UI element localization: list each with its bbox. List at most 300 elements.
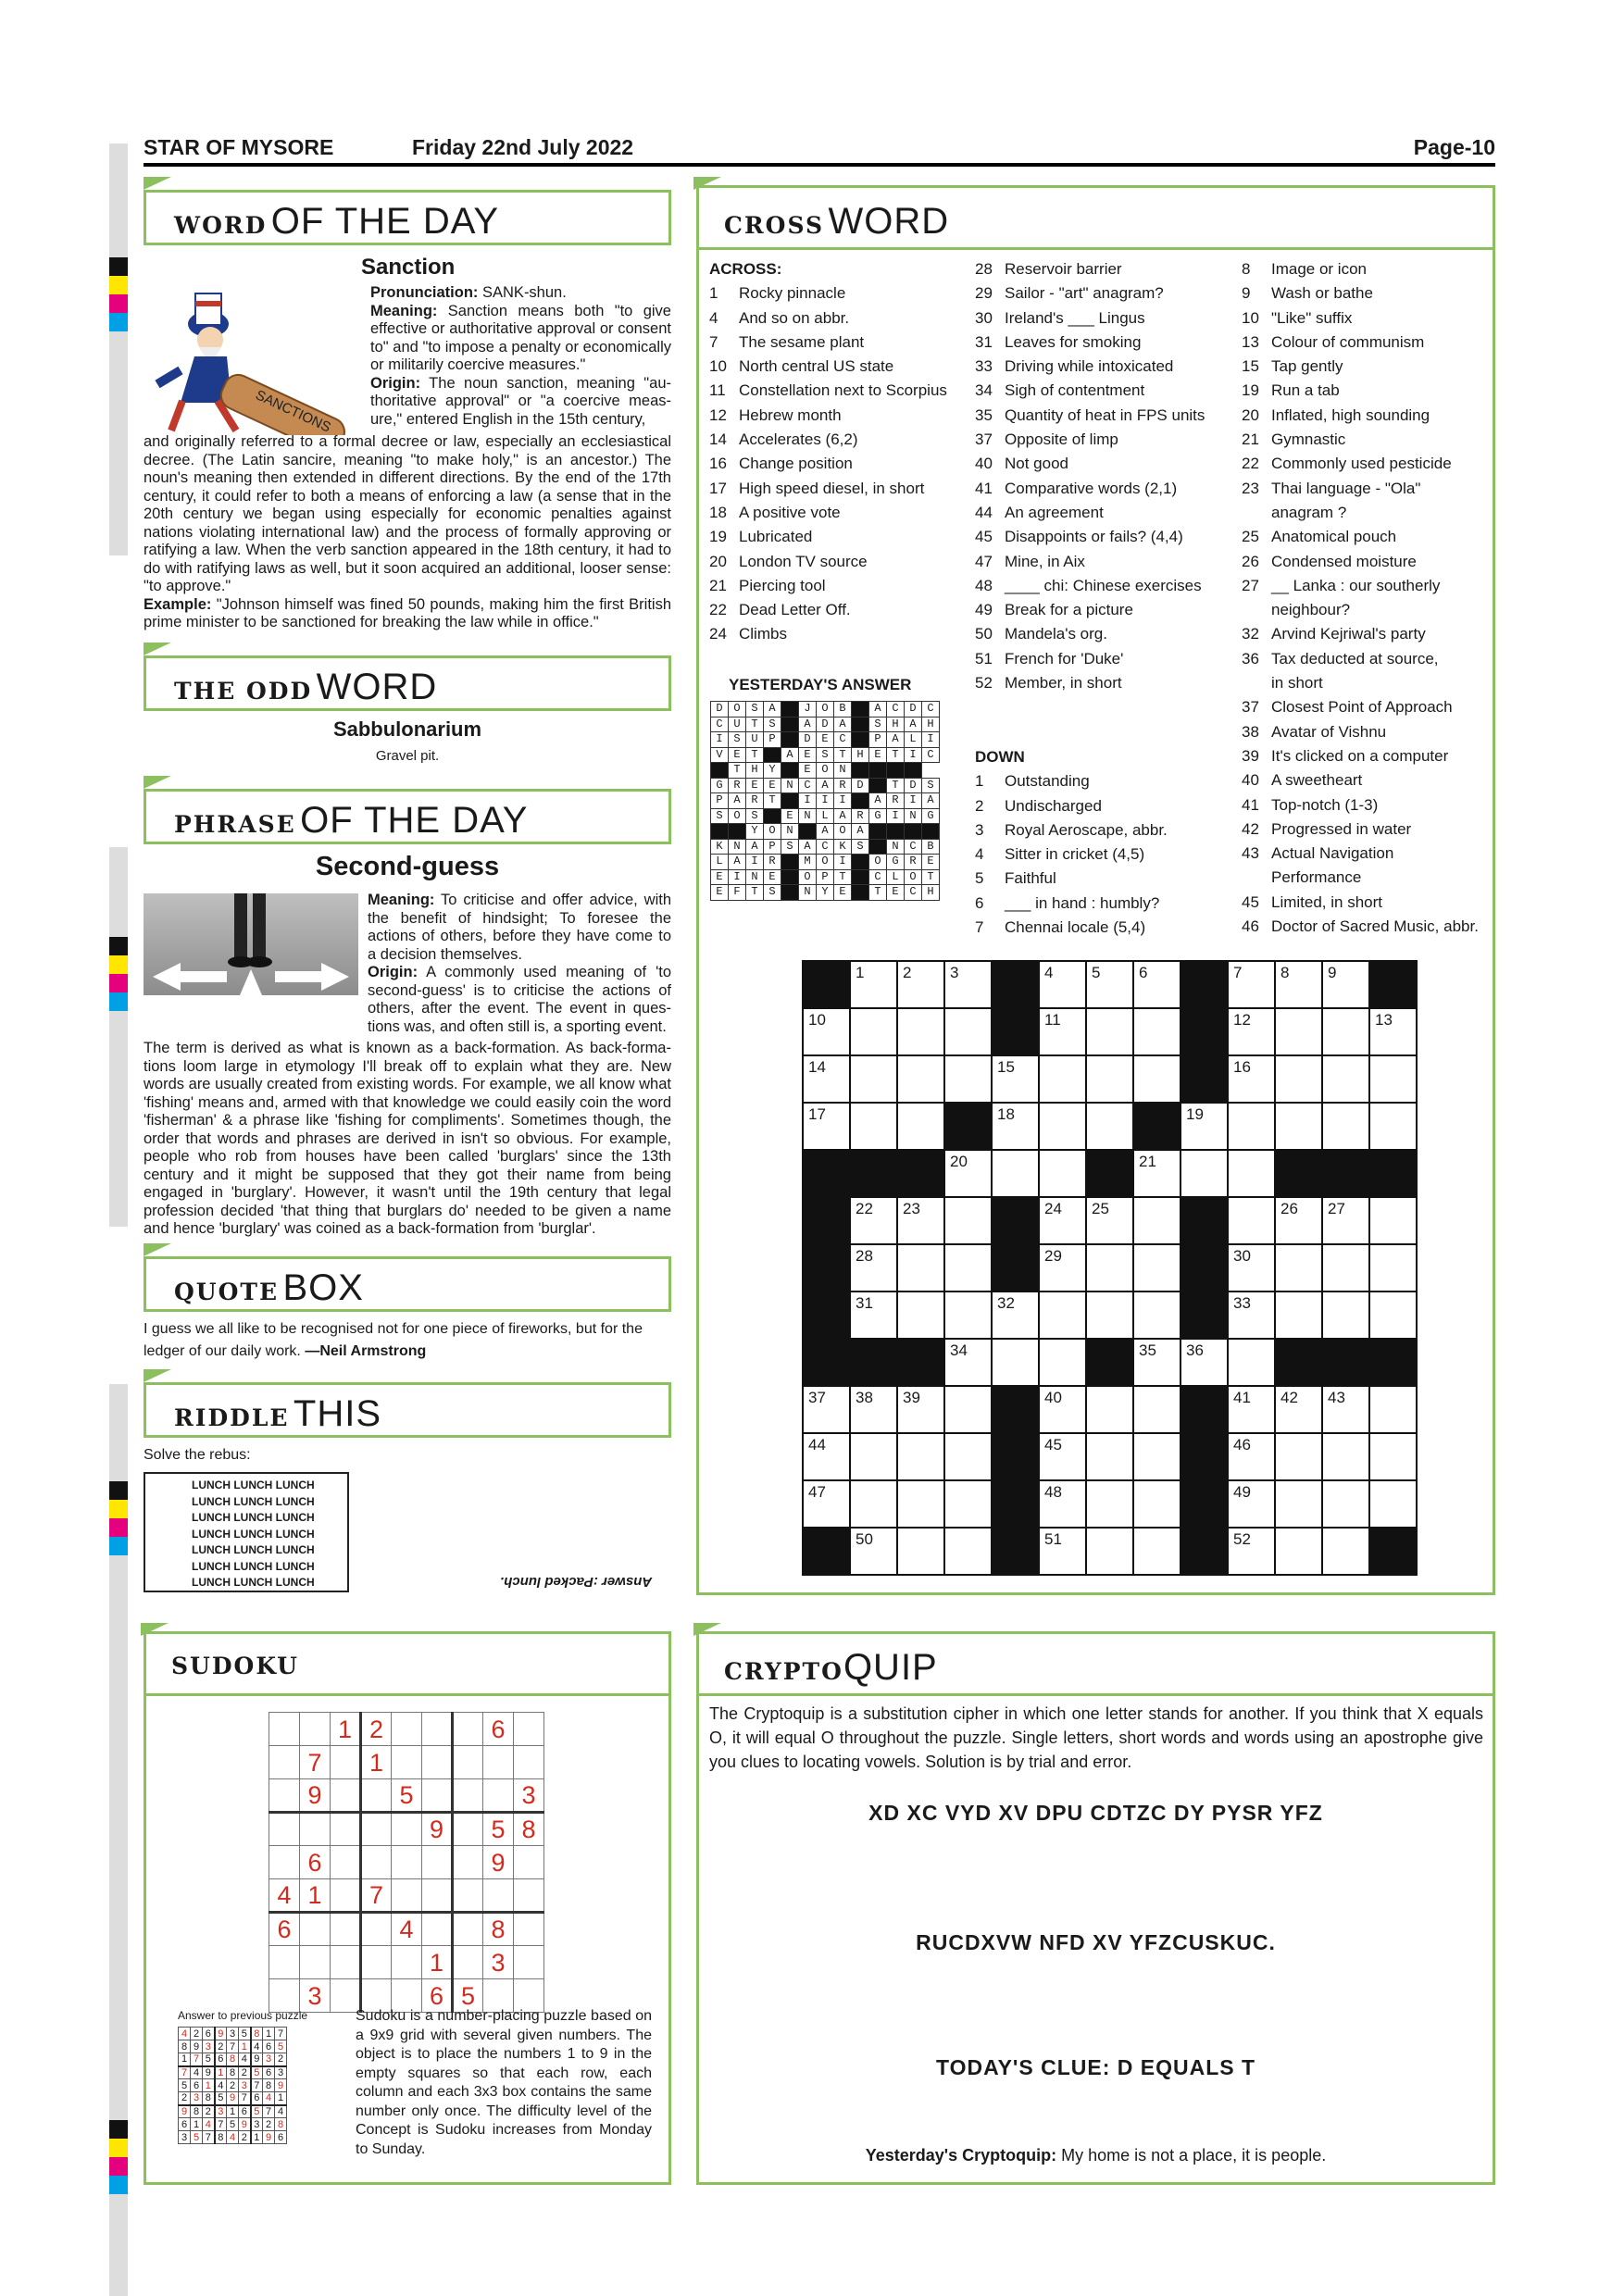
sudoku-cell[interactable] bbox=[269, 1813, 300, 1846]
crossword-cell[interactable] bbox=[1086, 1055, 1133, 1103]
crossword-cell[interactable] bbox=[1228, 1150, 1275, 1197]
answer-cell: 1 bbox=[179, 2053, 191, 2066]
black-square bbox=[781, 717, 799, 732]
crossword-cell[interactable]: 40 bbox=[1039, 1386, 1086, 1433]
answer-cell: 7 bbox=[263, 2105, 275, 2118]
answer-cell: 2 bbox=[239, 2066, 251, 2079]
crossword-cell[interactable]: 2 bbox=[897, 961, 944, 1008]
sudoku-cell[interactable] bbox=[392, 1813, 422, 1846]
sudoku-cell[interactable] bbox=[300, 1713, 331, 1746]
crossword-cell[interactable]: 19 bbox=[1181, 1103, 1228, 1150]
clue-item: 4 And so on abbr. bbox=[709, 306, 968, 331]
answer-cell: Y bbox=[817, 885, 834, 901]
sudoku-cell[interactable] bbox=[361, 1846, 392, 1879]
crossword-cell[interactable]: 29 bbox=[1039, 1244, 1086, 1292]
clue-number: 48 bbox=[975, 576, 993, 594]
clue-number: 36 bbox=[1242, 649, 1259, 668]
crossword-cell[interactable]: 12 bbox=[1228, 1008, 1275, 1055]
clue-number: 33 bbox=[975, 357, 993, 376]
answer-cell: I bbox=[729, 869, 746, 885]
sudoku-cell[interactable] bbox=[514, 1879, 544, 1913]
crossword-cell[interactable] bbox=[944, 1055, 992, 1103]
sudoku-cell[interactable] bbox=[392, 1946, 422, 1979]
registration-strip bbox=[109, 144, 128, 555]
crossword-cell[interactable]: 45 bbox=[1039, 1433, 1086, 1480]
sudoku-cell[interactable] bbox=[300, 1913, 331, 1946]
crossword-cell[interactable] bbox=[1322, 1055, 1369, 1103]
sudoku-cell[interactable] bbox=[422, 1713, 453, 1746]
crossword-cell[interactable]: 34 bbox=[944, 1339, 992, 1386]
crossword-cell[interactable] bbox=[1133, 1528, 1181, 1575]
answer-cell: I bbox=[711, 732, 729, 748]
black-square bbox=[852, 869, 869, 885]
sudoku-cell: 9 bbox=[422, 1813, 453, 1846]
answer-cell: 6 bbox=[203, 2028, 215, 2040]
crossword-cell[interactable] bbox=[897, 1292, 944, 1339]
sudoku-cell[interactable] bbox=[453, 1713, 483, 1746]
crossword-cell[interactable]: 41 bbox=[1228, 1386, 1275, 1433]
sudoku-cell[interactable] bbox=[300, 1946, 331, 1979]
crossword-cell[interactable] bbox=[1133, 1480, 1181, 1528]
sudoku-cell[interactable] bbox=[269, 1846, 300, 1879]
crossword-cell[interactable] bbox=[1133, 1292, 1181, 1339]
crossword-cell[interactable]: 28 bbox=[850, 1244, 897, 1292]
crossword-cell[interactable]: 11 bbox=[1039, 1008, 1086, 1055]
crossword-cell[interactable] bbox=[1275, 1055, 1322, 1103]
sudoku-cell[interactable] bbox=[453, 1746, 483, 1779]
crossword-cell[interactable] bbox=[944, 1433, 992, 1480]
answer-cell: 3 bbox=[215, 2105, 227, 2118]
sudoku-cell[interactable] bbox=[392, 1746, 422, 1779]
crossword-cell[interactable] bbox=[1133, 1244, 1181, 1292]
issue-date: Friday 22nd July 2022 bbox=[412, 135, 634, 159]
crossword-cell[interactable] bbox=[1086, 1433, 1133, 1480]
sudoku-cell[interactable] bbox=[483, 1779, 514, 1813]
crossword-cell[interactable]: 47 bbox=[803, 1480, 850, 1528]
crossword-cell[interactable] bbox=[1086, 1103, 1133, 1150]
answer-cell: 1 bbox=[239, 2040, 251, 2053]
crossword-cell[interactable] bbox=[897, 1433, 944, 1480]
black-square bbox=[1181, 1386, 1228, 1433]
crossword-cell[interactable] bbox=[1369, 1244, 1417, 1292]
crossword-cell[interactable]: 13 bbox=[1369, 1008, 1417, 1055]
sudoku-cell[interactable] bbox=[453, 1879, 483, 1913]
crossword-cell[interactable]: 22 bbox=[850, 1197, 897, 1244]
crossword-cell[interactable] bbox=[1039, 1103, 1086, 1150]
crossword-cell[interactable]: 18 bbox=[992, 1103, 1039, 1150]
answer-cell: A bbox=[799, 717, 817, 732]
sudoku-cell[interactable] bbox=[361, 1946, 392, 1979]
answer-cell: G bbox=[922, 808, 940, 824]
sudoku-cell[interactable] bbox=[269, 1946, 300, 1979]
sudoku-cell: 6 bbox=[269, 1913, 300, 1946]
sudoku-description: Sudoku is a number-placing puzzle based on a 9x9 grid with several given numbers. The object is to place the numbers 1 to 9 in the empty squares so that each row, each column and each 3x3 box contains the same number only once. The difficulty level of the Concept is Sudoku increases from Monday to Sunday. bbox=[356, 2008, 652, 2157]
sudoku-cell[interactable] bbox=[453, 1779, 483, 1813]
crossword-cell[interactable] bbox=[897, 1008, 944, 1055]
answer-cell: A bbox=[781, 747, 799, 763]
crossword-cell[interactable] bbox=[1322, 1292, 1369, 1339]
crossword-cell[interactable] bbox=[1133, 1055, 1181, 1103]
answer-cell: 8 bbox=[215, 2131, 227, 2144]
black-square bbox=[781, 702, 799, 718]
crossword-cell[interactable] bbox=[1228, 1339, 1275, 1386]
sudoku-cell[interactable] bbox=[422, 1746, 453, 1779]
crossword-cell[interactable]: 38 bbox=[850, 1386, 897, 1433]
sudoku-cell[interactable] bbox=[269, 1713, 300, 1746]
crossword-cell[interactable]: 9 bbox=[1322, 961, 1369, 1008]
crossword-cell[interactable] bbox=[897, 1103, 944, 1150]
sudoku-cell[interactable] bbox=[361, 1813, 392, 1846]
crossword-cell[interactable] bbox=[1275, 1433, 1322, 1480]
answer-cell: O bbox=[729, 808, 746, 824]
crossword-cell[interactable]: 36 bbox=[1181, 1339, 1228, 1386]
answer-cell: I bbox=[817, 793, 834, 809]
crossword-cell[interactable] bbox=[1275, 1103, 1322, 1150]
sudoku-cell[interactable] bbox=[453, 1946, 483, 1979]
crossword-cell[interactable] bbox=[1086, 1244, 1133, 1292]
sudoku-cell[interactable] bbox=[392, 1879, 422, 1913]
sudoku-cell[interactable] bbox=[331, 1813, 361, 1846]
clue-item: 25 Anatomical pouch bbox=[1242, 525, 1501, 549]
crossword-cell[interactable] bbox=[1133, 1197, 1181, 1244]
black-square bbox=[887, 824, 905, 840]
crossword-cell[interactable] bbox=[1275, 1480, 1322, 1528]
crossword-cell[interactable] bbox=[992, 1150, 1039, 1197]
crossword-cell[interactable]: 48 bbox=[1039, 1480, 1086, 1528]
clue-item: 19 Run a tab bbox=[1242, 379, 1501, 403]
sudoku-grid[interactable] bbox=[269, 1712, 544, 2013]
crossword-cell[interactable]: 50 bbox=[850, 1528, 897, 1575]
answer-cell: C bbox=[905, 885, 922, 901]
clue-number: 47 bbox=[975, 552, 993, 570]
sudoku-cell[interactable] bbox=[269, 1979, 300, 2013]
sudoku-cell[interactable] bbox=[514, 1946, 544, 1979]
sudoku-cell[interactable] bbox=[331, 1946, 361, 1979]
crossword-cell[interactable]: 7 bbox=[1228, 961, 1275, 1008]
crossword-cell[interactable]: 32 bbox=[992, 1292, 1039, 1339]
crossword-cell[interactable] bbox=[897, 1244, 944, 1292]
crossword-cell[interactable] bbox=[850, 1103, 897, 1150]
answer-cell: S bbox=[746, 702, 764, 718]
crossword-cell[interactable] bbox=[897, 1528, 944, 1575]
black-square bbox=[992, 1008, 1039, 1055]
crossword-cell[interactable] bbox=[1133, 1008, 1181, 1055]
crossword-cell[interactable] bbox=[1228, 1197, 1275, 1244]
crossword-cell[interactable]: 30 bbox=[1228, 1244, 1275, 1292]
answer-cell: 5 bbox=[239, 2028, 251, 2040]
answer-cell: C bbox=[922, 702, 940, 718]
sudoku-cell[interactable] bbox=[269, 1779, 300, 1813]
crossword-cell[interactable]: 5 bbox=[1086, 961, 1133, 1008]
sudoku-cell[interactable] bbox=[392, 1846, 422, 1879]
answer-cell: 1 bbox=[227, 2105, 239, 2118]
crossword-cell[interactable] bbox=[944, 1292, 992, 1339]
crossword-cell[interactable] bbox=[850, 1480, 897, 1528]
crossword-cell[interactable] bbox=[1039, 1292, 1086, 1339]
answer-cell: D bbox=[799, 732, 817, 748]
crossword-cell[interactable] bbox=[1228, 1103, 1275, 1150]
answer-cell: 4 bbox=[251, 2040, 263, 2053]
clue-number: 1 bbox=[975, 772, 984, 791]
crossword-cell[interactable]: 39 bbox=[897, 1386, 944, 1433]
crossword-cell[interactable] bbox=[1322, 1244, 1369, 1292]
crossword-cell[interactable] bbox=[1039, 1339, 1086, 1386]
crossword-cell[interactable] bbox=[850, 1008, 897, 1055]
crossword-cell[interactable]: 51 bbox=[1039, 1528, 1086, 1575]
crossword-cell[interactable]: 42 bbox=[1275, 1386, 1322, 1433]
answer-cell: E bbox=[746, 778, 764, 793]
sudoku-cell[interactable] bbox=[422, 1846, 453, 1879]
sudoku-cell[interactable] bbox=[422, 1879, 453, 1913]
sudoku-cell[interactable] bbox=[422, 1779, 453, 1813]
crossword-cell[interactable]: 21 bbox=[1133, 1150, 1181, 1197]
answer-cell: 9 bbox=[191, 2040, 203, 2053]
sudoku-cell[interactable] bbox=[514, 1913, 544, 1946]
crossword-cell[interactable] bbox=[1322, 1480, 1369, 1528]
crossword-grid[interactable] bbox=[802, 960, 1418, 1576]
sudoku-cell[interactable] bbox=[361, 1779, 392, 1813]
crossword-cell[interactable] bbox=[1086, 1480, 1133, 1528]
clue-item: 40 Not good bbox=[975, 452, 1234, 476]
sudoku-cell[interactable] bbox=[331, 1746, 361, 1779]
clue-number: 27 bbox=[1242, 576, 1259, 594]
answer-cell: O bbox=[905, 869, 922, 885]
answer-cell: O bbox=[799, 869, 817, 885]
answer-cell: S bbox=[781, 839, 799, 855]
clue-number: 4 bbox=[975, 845, 984, 864]
answer-cell: 3 bbox=[179, 2131, 191, 2144]
answer-cell: I bbox=[922, 732, 940, 748]
answer-cell: 3 bbox=[203, 2040, 215, 2053]
sudoku-cell: 9 bbox=[300, 1779, 331, 1813]
crossword-cell[interactable]: 6 bbox=[1133, 961, 1181, 1008]
clue-item: 47 Mine, in Aix bbox=[975, 550, 1234, 574]
black-square bbox=[852, 793, 869, 809]
crossword-cell[interactable]: 31 bbox=[850, 1292, 897, 1339]
black-square bbox=[803, 1528, 850, 1575]
page-header bbox=[144, 135, 1495, 167]
crossword-cell[interactable]: 27 bbox=[1322, 1197, 1369, 1244]
crossword-cell[interactable]: 10 bbox=[803, 1008, 850, 1055]
crossword-cell[interactable] bbox=[1181, 1150, 1228, 1197]
crossword-cell[interactable] bbox=[1369, 1055, 1417, 1103]
crossword-cell[interactable] bbox=[1086, 1008, 1133, 1055]
crossword-cell[interactable]: 35 bbox=[1133, 1339, 1181, 1386]
clue-number: 10 bbox=[1242, 308, 1259, 327]
crossword-cell[interactable]: 16 bbox=[1228, 1055, 1275, 1103]
crossword-cell[interactable]: 1 bbox=[850, 961, 897, 1008]
clue-number: 7 bbox=[975, 918, 984, 937]
crossword-cell[interactable]: 43 bbox=[1322, 1386, 1369, 1433]
clue-number: 22 bbox=[709, 601, 727, 619]
sudoku-cell[interactable] bbox=[453, 1813, 483, 1846]
black-square bbox=[992, 1244, 1039, 1292]
black-square bbox=[1133, 1103, 1181, 1150]
clue-item: 4 Sitter in cricket (4,5) bbox=[975, 842, 1234, 867]
answer-cell: 6 bbox=[251, 2092, 263, 2105]
answer-cell: A bbox=[729, 855, 746, 870]
sudoku-cell: 6 bbox=[483, 1713, 514, 1746]
clue-number: 37 bbox=[1242, 698, 1259, 717]
crossword-cell[interactable] bbox=[1369, 1292, 1417, 1339]
clue-item: 22 Commonly used pesticide bbox=[1242, 452, 1501, 476]
sudoku-cell[interactable] bbox=[392, 1713, 422, 1746]
sudoku-cell[interactable] bbox=[514, 1713, 544, 1746]
crossword-cell[interactable]: 44 bbox=[803, 1433, 850, 1480]
sudoku-answer-label: Answer to previous puzzle bbox=[178, 2009, 308, 2022]
clue-number: 17 bbox=[709, 479, 727, 497]
answer-cell: 9 bbox=[275, 2079, 287, 2092]
crossword-cell[interactable] bbox=[1322, 1433, 1369, 1480]
sudoku-cell: 1 bbox=[300, 1879, 331, 1913]
answer-cell: C bbox=[817, 839, 834, 855]
crossword-cell[interactable]: 17 bbox=[803, 1103, 850, 1150]
answer-cell: 4 bbox=[239, 2053, 251, 2066]
crossword-cell[interactable]: 14 bbox=[803, 1055, 850, 1103]
crossword-cell[interactable]: 3 bbox=[944, 961, 992, 1008]
crossword-cell[interactable] bbox=[944, 1480, 992, 1528]
black-square bbox=[1369, 1528, 1417, 1575]
clue-number: 8 bbox=[1242, 260, 1251, 278]
crossword-cell[interactable] bbox=[1086, 1528, 1133, 1575]
answer-cell: T bbox=[834, 869, 852, 885]
crossword-cell[interactable]: 23 bbox=[897, 1197, 944, 1244]
answer-cell: N bbox=[799, 885, 817, 901]
crossword-cell[interactable] bbox=[1369, 1386, 1417, 1433]
answer-cell: 2 bbox=[227, 2079, 239, 2092]
answer-cell: L bbox=[887, 869, 905, 885]
answer-cell: 5 bbox=[251, 2066, 263, 2079]
crossword-cell[interactable]: 52 bbox=[1228, 1528, 1275, 1575]
crossword-cell[interactable] bbox=[1322, 1103, 1369, 1150]
answer-cell: 2 bbox=[191, 2028, 203, 2040]
crossword-cell[interactable] bbox=[1322, 1528, 1369, 1575]
clue-number: 11 bbox=[709, 381, 726, 400]
crossword-cell[interactable] bbox=[1369, 1197, 1417, 1244]
answer-cell: 1 bbox=[191, 2118, 203, 2131]
sudoku-cell[interactable] bbox=[331, 1779, 361, 1813]
crossword-cell[interactable]: 25 bbox=[1086, 1197, 1133, 1244]
clue-number: 3 bbox=[975, 820, 984, 839]
clue-number: 42 bbox=[1242, 819, 1259, 838]
crossword-cell[interactable] bbox=[944, 1386, 992, 1433]
crossword-cell[interactable] bbox=[1275, 1292, 1322, 1339]
crossword-cell[interactable]: 33 bbox=[1228, 1292, 1275, 1339]
answer-cell: P bbox=[764, 839, 781, 855]
phrase-meaning-origin: Meaning: To criticise and offer advice, with the benefit of hindsight; To foresee the actions of others, before they have come to a decision themselves. Origin: A commonly used meaning of 'to second-guess' is to criticise the actions of others, after the event. The event in questions was, and often still is, a sporting event. bbox=[368, 892, 671, 1035]
answer-cell: 6 bbox=[275, 2131, 287, 2144]
crossword-cell[interactable]: 46 bbox=[1228, 1433, 1275, 1480]
black-square bbox=[1181, 1433, 1228, 1480]
crossword-cell[interactable] bbox=[1039, 1055, 1086, 1103]
crossword-cell[interactable]: 37 bbox=[803, 1386, 850, 1433]
crossword-cell[interactable] bbox=[1133, 1386, 1181, 1433]
sudoku-cell[interactable] bbox=[331, 1846, 361, 1879]
clue-number: 12 bbox=[709, 406, 727, 424]
clue-item: 51 French for 'Duke' bbox=[975, 647, 1234, 671]
crossword-cell[interactable] bbox=[1039, 1150, 1086, 1197]
answer-cell: S bbox=[764, 717, 781, 732]
sudoku-cell: 2 bbox=[361, 1713, 392, 1746]
crossword-cell[interactable] bbox=[1275, 1528, 1322, 1575]
sudoku-cell[interactable] bbox=[269, 1746, 300, 1779]
crossword-cell[interactable] bbox=[1086, 1292, 1133, 1339]
clue-item: 46 Doctor of Sacred Music, abbr. bbox=[1242, 915, 1501, 939]
odd-word-term: Sabbulonarium bbox=[332, 718, 482, 741]
crossword-cell[interactable] bbox=[850, 1433, 897, 1480]
crossword-cell[interactable]: 15 bbox=[992, 1055, 1039, 1103]
sudoku-cell[interactable] bbox=[453, 1913, 483, 1946]
crossword-cell[interactable] bbox=[1369, 1433, 1417, 1480]
black-square bbox=[897, 1339, 944, 1386]
sudoku-cell[interactable] bbox=[361, 1913, 392, 1946]
crossword-cell[interactable]: 4 bbox=[1039, 961, 1086, 1008]
crossword-cell[interactable] bbox=[1275, 1244, 1322, 1292]
crossword-cell[interactable]: 24 bbox=[1039, 1197, 1086, 1244]
answer-cell: 4 bbox=[263, 2092, 275, 2105]
sudoku-cell[interactable] bbox=[514, 1846, 544, 1879]
answer-cell: E bbox=[887, 885, 905, 901]
answer-cell: I bbox=[905, 747, 922, 763]
across-clues-col2 bbox=[975, 257, 1234, 695]
crossword-cell[interactable] bbox=[1369, 1480, 1417, 1528]
phrase-heading: PHRASE OF THE DAY bbox=[144, 789, 671, 844]
sudoku-cell[interactable] bbox=[453, 1846, 483, 1879]
crossword-cell[interactable] bbox=[944, 1244, 992, 1292]
crossword-cell[interactable]: 8 bbox=[1275, 961, 1322, 1008]
answer-cell: S bbox=[852, 839, 869, 855]
sudoku-cell[interactable] bbox=[483, 1879, 514, 1913]
crossword-cell[interactable] bbox=[1369, 1103, 1417, 1150]
black-square bbox=[1181, 961, 1228, 1008]
crossword-cell[interactable] bbox=[944, 1197, 992, 1244]
sudoku-cell[interactable] bbox=[331, 1913, 361, 1946]
answer-cell: 8 bbox=[227, 2053, 239, 2066]
sudoku-cell[interactable] bbox=[300, 1813, 331, 1846]
answer-cell: R bbox=[764, 855, 781, 870]
clue-item: 17 High speed diesel, in short bbox=[709, 477, 968, 501]
crossword-cell[interactable] bbox=[897, 1055, 944, 1103]
crossword-cell[interactable] bbox=[1275, 1008, 1322, 1055]
crossword-cell[interactable]: 20 bbox=[944, 1150, 992, 1197]
crossword-cell[interactable] bbox=[1322, 1008, 1369, 1055]
crossword-cell[interactable] bbox=[850, 1055, 897, 1103]
answer-cell: C bbox=[869, 869, 887, 885]
sudoku-cell[interactable] bbox=[483, 1746, 514, 1779]
clue-item: 16 Change position bbox=[709, 452, 968, 476]
crossword-cell[interactable] bbox=[944, 1008, 992, 1055]
answer-cell: A bbox=[799, 839, 817, 855]
sudoku-cell: 7 bbox=[300, 1746, 331, 1779]
crossword-cell[interactable]: 26 bbox=[1275, 1197, 1322, 1244]
answer-cell: I bbox=[746, 855, 764, 870]
clue-number: 28 bbox=[975, 260, 993, 278]
sudoku-cell[interactable] bbox=[514, 1746, 544, 1779]
black-square bbox=[1181, 1244, 1228, 1292]
crossword-cell[interactable] bbox=[944, 1528, 992, 1575]
sudoku-cell[interactable] bbox=[331, 1879, 361, 1913]
answer-cell: 7 bbox=[179, 2066, 191, 2079]
crossword-cell[interactable] bbox=[897, 1480, 944, 1528]
crossword-cell[interactable] bbox=[1133, 1433, 1181, 1480]
crossword-cell[interactable] bbox=[1086, 1386, 1133, 1433]
answer-cell: E bbox=[729, 747, 746, 763]
crossword-cell[interactable] bbox=[992, 1339, 1039, 1386]
sudoku-cell[interactable] bbox=[422, 1913, 453, 1946]
answer-cell: 6 bbox=[215, 2053, 227, 2066]
crossword-cell[interactable]: 49 bbox=[1228, 1480, 1275, 1528]
clue-item: 38 Avatar of Vishnu bbox=[1242, 720, 1501, 744]
